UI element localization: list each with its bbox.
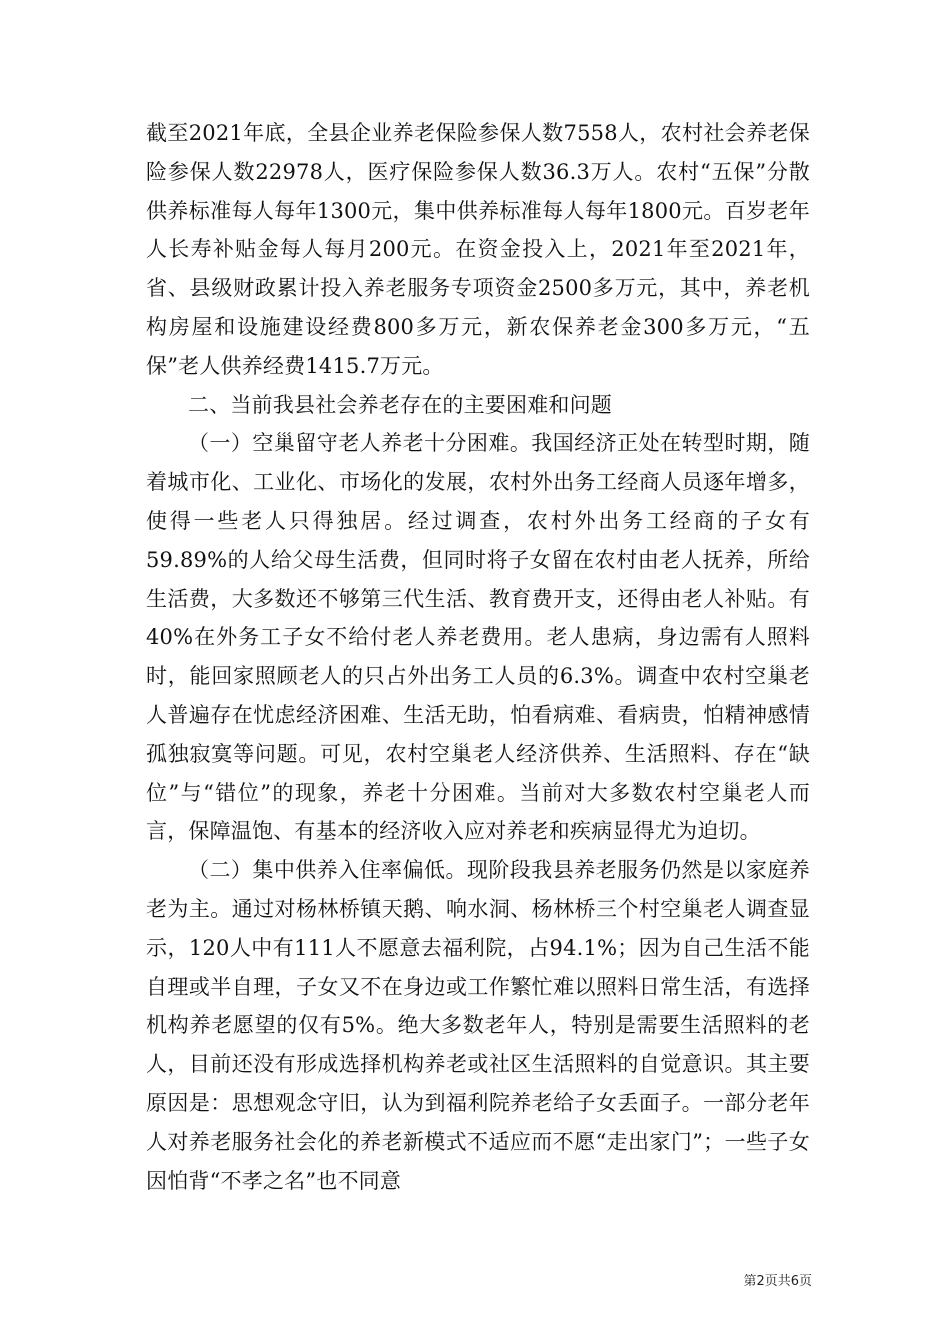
- page-number: 第2页共6页: [743, 1274, 812, 1289]
- paragraph-statistics: 截至2021年底，全县企业养老保险参保人数7558人，农村社会养老保险参保人数22978人，医疗保险参保人数36.3万人。农村“五保”分散供养标准每人每年1300元，集中供养标准每人每年1800元。百岁老年人长寿补贴金每人每月200元。在资金投入上，2021年至2021年，省、县级财政累计投入养老服务专项资金2500多万元，其中，养老机构房屋和设施建设经费800多万元，新农保养老金300多万元，“五保”老人供养经费1415.7万元。: [146, 121, 810, 378]
- paragraph-empty-nest: （一）空巢留守老人养老十分困难。我国经济正处在转型时期，随着城市化、工业化、市场化的发展，农村外出务工经商人员逐年增多，使得一些老人只得独居。经过调查，农村外出务工经商的子女有59.89%的人给父母生活费，但同时将子女留在农村由老人抚养，所给生活费，大多数还不够第三代生活、教育费开支，还得由老人补贴。有40%在外务工子女不给付老人养老费用。老人患病，身边需有人照料时，能回家照顾老人的只占外出务工人员的6.3%。调查中农村空巢老人普遍存在忧虑经济困难、生活无助，怕看病难、看病贵，怕精神感情孤独寂寞等问题。可见，农村空巢老人经济供养、生活照料、存在“缺位”与“错位”的现象，养老十分困难。当前对大多数农村空巢老人而言，保障温饱、有基本的经济收入应对养老和疾病显得尤为迫切。: [146, 431, 810, 844]
- paragraph-occupancy: （二）集中供养入住率偏低。现阶段我县养老服务仍然是以家庭养老为主。通过对杨林桥镇天鹅、响水洞、杨林桥三个村空巢老人调查显示，120人中有111人不愿意去福利院，占94.1%；因为自己生活不能自理或半自理，子女又不在身边或工作繁忙难以照料日常生活，有选择机构养老愿望的仅有5%。绝大多数老年人，特别是需要生活照料的老人，目前还没有形成选择机构养老或社区生活照料的自觉意识。其主要原因是：思想观念守旧，认为到福利院养老给子女丢面子。一部分老年人对养老服务社会化的养老新模式不适应而不愿“走出家门”；一些子女因怕背“不孝之名”也不同意: [146, 858, 810, 1193]
- section-heading: 二、当前我县社会养老存在的主要困难和问题: [188, 392, 612, 417]
- document-body: [146, 114, 810, 1200]
